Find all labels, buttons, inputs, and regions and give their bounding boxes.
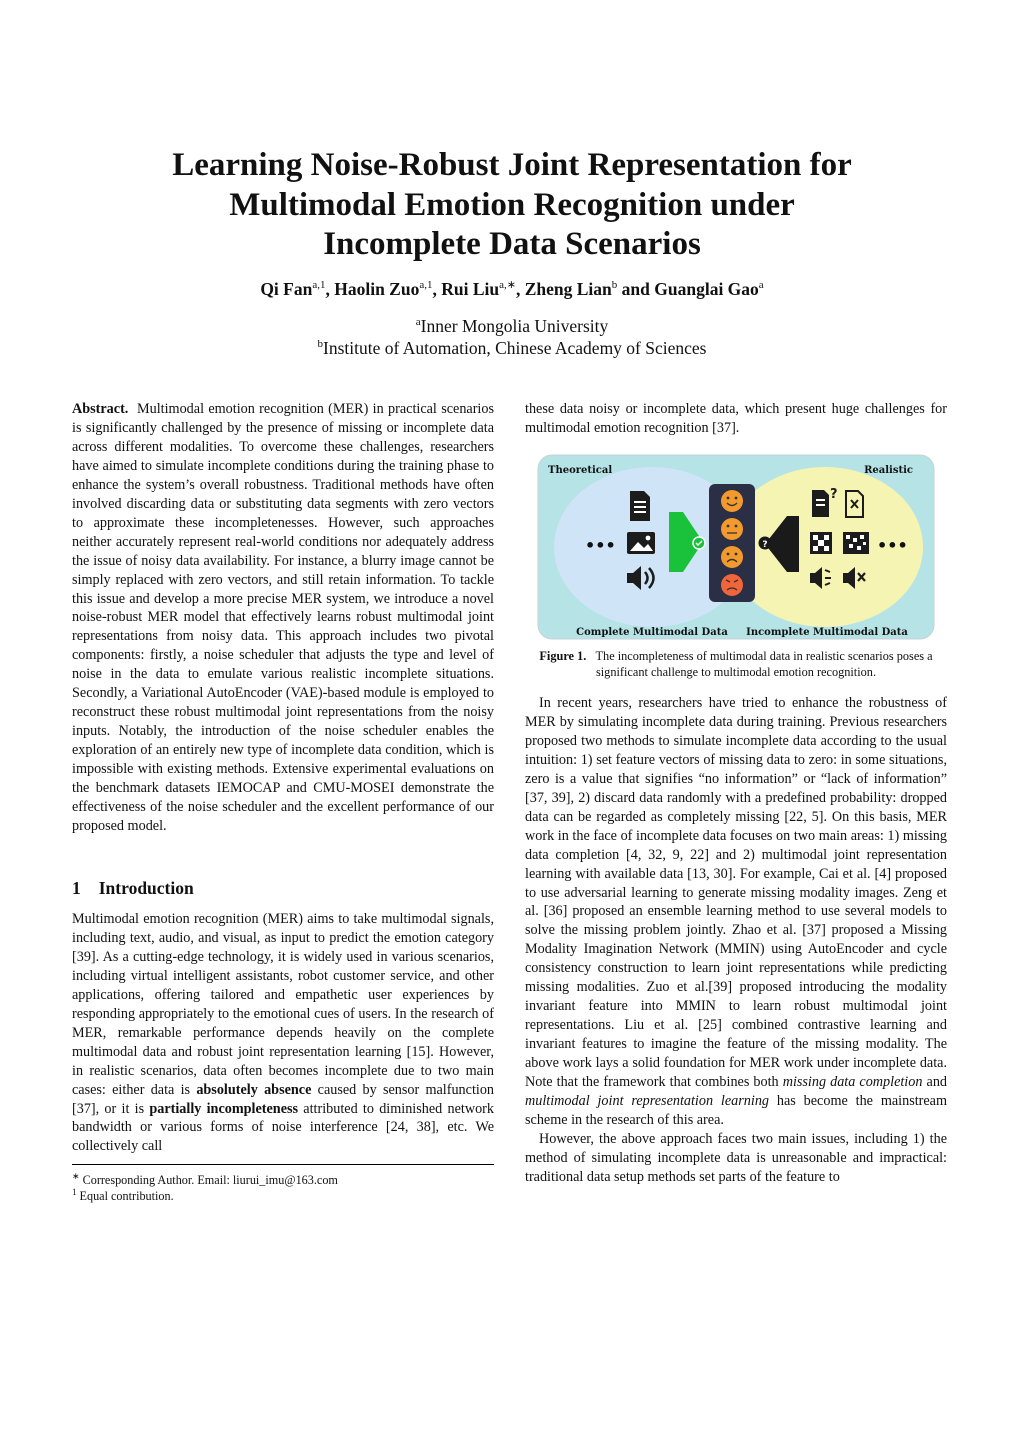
happy-face-icon xyxy=(721,490,743,512)
author-list xyxy=(80,278,944,300)
intro-p1-cont: these data noisy or incomplete data, which present huge challenges for multimodal emotion recognition [37]. xyxy=(525,401,947,436)
intro-p1-text-c: caused by sensor malfunction [37], or it is xyxy=(72,1081,495,1117)
intro-paragraph-1-continued xyxy=(525,400,947,438)
image-icon xyxy=(627,532,655,554)
author-name: Haolin Zuo xyxy=(334,278,420,299)
intro-p1-text-d: attributed to diminished network bandwidth or various forms of noise interference [24, 38], etc. We collectively call xyxy=(72,1100,494,1155)
paper-title xyxy=(80,146,944,265)
intro-p2-text-b: and xyxy=(926,1074,948,1091)
author-separator: and xyxy=(617,278,655,299)
author-name: Guanglai Gao xyxy=(654,278,759,299)
author-separator: , xyxy=(325,278,335,299)
intro-paragraph-1 xyxy=(72,910,494,1156)
title-line-2: Multimodal Emotion Recognition under xyxy=(229,186,795,223)
footnote-text: Corresponding Author. Email: liurui_imu@163.com xyxy=(82,1173,338,1188)
label-incomplete-data: Incomplete Multimodal Data xyxy=(746,627,908,638)
author-affil-mark: a,∗ xyxy=(499,279,516,291)
question-mark: ? xyxy=(762,540,768,550)
footnote-text: Equal contribution. xyxy=(79,1189,174,1204)
figure-1-caption xyxy=(525,648,947,680)
footnote-rule xyxy=(72,1164,494,1165)
footnote-mark: ∗ xyxy=(72,1171,80,1181)
author-name: Rui Liu xyxy=(441,278,500,299)
abstract-text: Multimodal emotion recognition (MER) in practical scenarios is significantly challenged by the presence of missing or incomplete data across different modalities. To overcome these challenges, researchers have aimed to simulate incomplete conditions during the training phase to enhance the system’s overall robustness. Traditional methods have often involved discarding data or substituting data segments with zero vectors to approximate these incompletenesses. However, such approaches neither accurately represent real-world conditions nor adequately address the issue of noisy data availability. For instance, a blurry image cannot be simply replaced with zero vectors, and still retain information. To tackle this issue and develop a more precise MER system, we introduce a novel noise-robust MER model that effectively learns robust multimodal joint representations from noisy data. This approach includes two pivotal components: firstly, a noise scheduler that adjusts the type and level of noise in the data to emulate various realistic incomplete situations. Secondly, a Variational AutoEncoder (VAE)-based module is employed to reconstruct these robust multimodal joint representations from the noisy inputs. Notably, the introduction of the noise scheduler enables the exploration of an entirely new type of incomplete data condition, which is impossible with existing methods. Extensive experimental evaluations on the benchmark datasets IEMOCAP and CMU-MOSEI demonstrate the effectiveness of the noise scheduler and the excellent performance of our proposed model. xyxy=(72,401,494,834)
sad-face-icon xyxy=(721,546,743,568)
intro-p1-text-a: Multimodal emotion recognition (MER) aims to take multimodal signals, including text, audio, and visual, as input to predict the emotion category [39]. As a cutting-edge technology, it is widely used in various scenarios, including virtual intelligent assistants, robot customer service, and other applications, offering tailored and empathetic user experiences by responding appropriately to the emotional cues of users. In the research of MER, remarkable performance depends heavily on the complete multimodal data and robust joint representation learning [15]. However, in realistic scenarios, data often becomes incomplete due to two main cases: either data is xyxy=(72,911,494,1098)
affil-text: Institute of Automation, Chinese Academy of Sciences xyxy=(323,338,707,358)
affiliation-a xyxy=(80,316,944,337)
footnote-mark: 1 xyxy=(72,1187,77,1197)
label-theoretical: Theoretical xyxy=(548,465,613,476)
author-affil-mark: a,1 xyxy=(419,279,433,291)
figure-1-diagram xyxy=(537,454,935,640)
caption-label: Figure 1. xyxy=(539,649,587,663)
section-title: Introduction xyxy=(98,878,194,898)
author-affil-mark: b xyxy=(611,279,618,291)
affil-mark: b xyxy=(317,338,324,351)
author-separator: , xyxy=(515,278,525,299)
author-name: Qi Fan xyxy=(260,278,313,299)
intro-p1-bold-1: absolutely absence xyxy=(196,1081,312,1098)
neutral-face-icon xyxy=(721,518,743,540)
label-realistic: Realistic xyxy=(864,465,913,476)
abstract xyxy=(72,400,494,836)
section-number: 1 xyxy=(72,878,81,898)
author-name: Zheng Lian xyxy=(524,278,612,299)
abstract-label: Abstract. xyxy=(72,401,129,417)
ellipsis-left-icon: ••• xyxy=(585,536,616,555)
intro-p2-text-a: In recent years, researchers have tried to enhance the robustness of MER by simulating incomplete data during training. Previous researchers proposed two methods to simulate incomplete data according to the usual intuition: 1) set feature vectors of missing data to zero: in some situations, zero is a value that signifies “no information” or “lack of information” [37, 39], 2) discard data randomly with a predefined probability: dropped data can be regarded as completely missing [22, 5]. On this basis, MER work in the face of incomplete data focuses on two main areas: 1) missing data completion [4, 32, 9, 22] and 2) multimodal joint representation learning with available data [13, 30]. For example, Cai et al. [4] proposed to use adversarial learning to generate missing modality images. Zeng et al. [36] proposed an ensemble learning method to use several models to solve the missing problem jointly. Zhao et al. [37] proposed a Missing Modality Imagination Network (MMIN) using AutoEncoder and cycle consistency construction to learn joint representations while predicting missing modalities. Zuo et al.[39] proposed introducing the modality invariant feature into MMIN to learn robust multimodal joint representations. Liu et al. [25] combined contrastive learning and invariant features to imagine the feature of the missing modality. The above work lays a solid foundation for MER work under incomplete data. Note that the framework that combines both xyxy=(525,695,947,1091)
label-complete-data: Complete Multimodal Data xyxy=(576,627,728,638)
document-icon xyxy=(630,491,650,521)
title-line-1: Learning Noise-Robust Joint Representation for xyxy=(172,147,852,183)
intro-p2-italic-2: multimodal joint representation learning xyxy=(525,1093,770,1110)
footnote-2 xyxy=(72,1184,494,1204)
author-affil-mark: a,1 xyxy=(312,279,326,291)
caption-text: The incompleteness of multimodal data in realistic scenarios poses a significant challenge to multimodal emotion recognition. xyxy=(595,649,933,679)
intro-p2-text-c: has become the mainstream scheme in the research of this area. xyxy=(525,1093,948,1128)
title-line-3: Incomplete Data Scenarios xyxy=(323,226,701,262)
svg-text:?: ? xyxy=(830,487,838,502)
affiliation-b xyxy=(80,338,944,359)
affil-mark: a xyxy=(415,316,421,329)
intro-p1-bold-2: partially incompleteness xyxy=(149,1100,299,1117)
affil-text: Inner Mongolia University xyxy=(420,316,609,336)
section-heading-introduction xyxy=(72,878,194,899)
noisy-image-icon xyxy=(810,532,832,554)
ellipsis-right-icon: ••• xyxy=(877,536,908,555)
intro-paragraph-2 xyxy=(525,694,947,1187)
author-separator: , xyxy=(432,278,442,299)
angry-face-icon xyxy=(721,574,743,596)
intro-paragraph-3: However, the above approach faces two main issues, including 1) the method of simulating incomplete data is unreasonable and impractical: traditional data setup methods set parts of the feature to xyxy=(525,1130,947,1185)
blurred-image-icon xyxy=(843,532,869,554)
author-affil-mark: a xyxy=(758,279,764,291)
intro-p2-italic-1: missing data completion xyxy=(782,1074,923,1091)
